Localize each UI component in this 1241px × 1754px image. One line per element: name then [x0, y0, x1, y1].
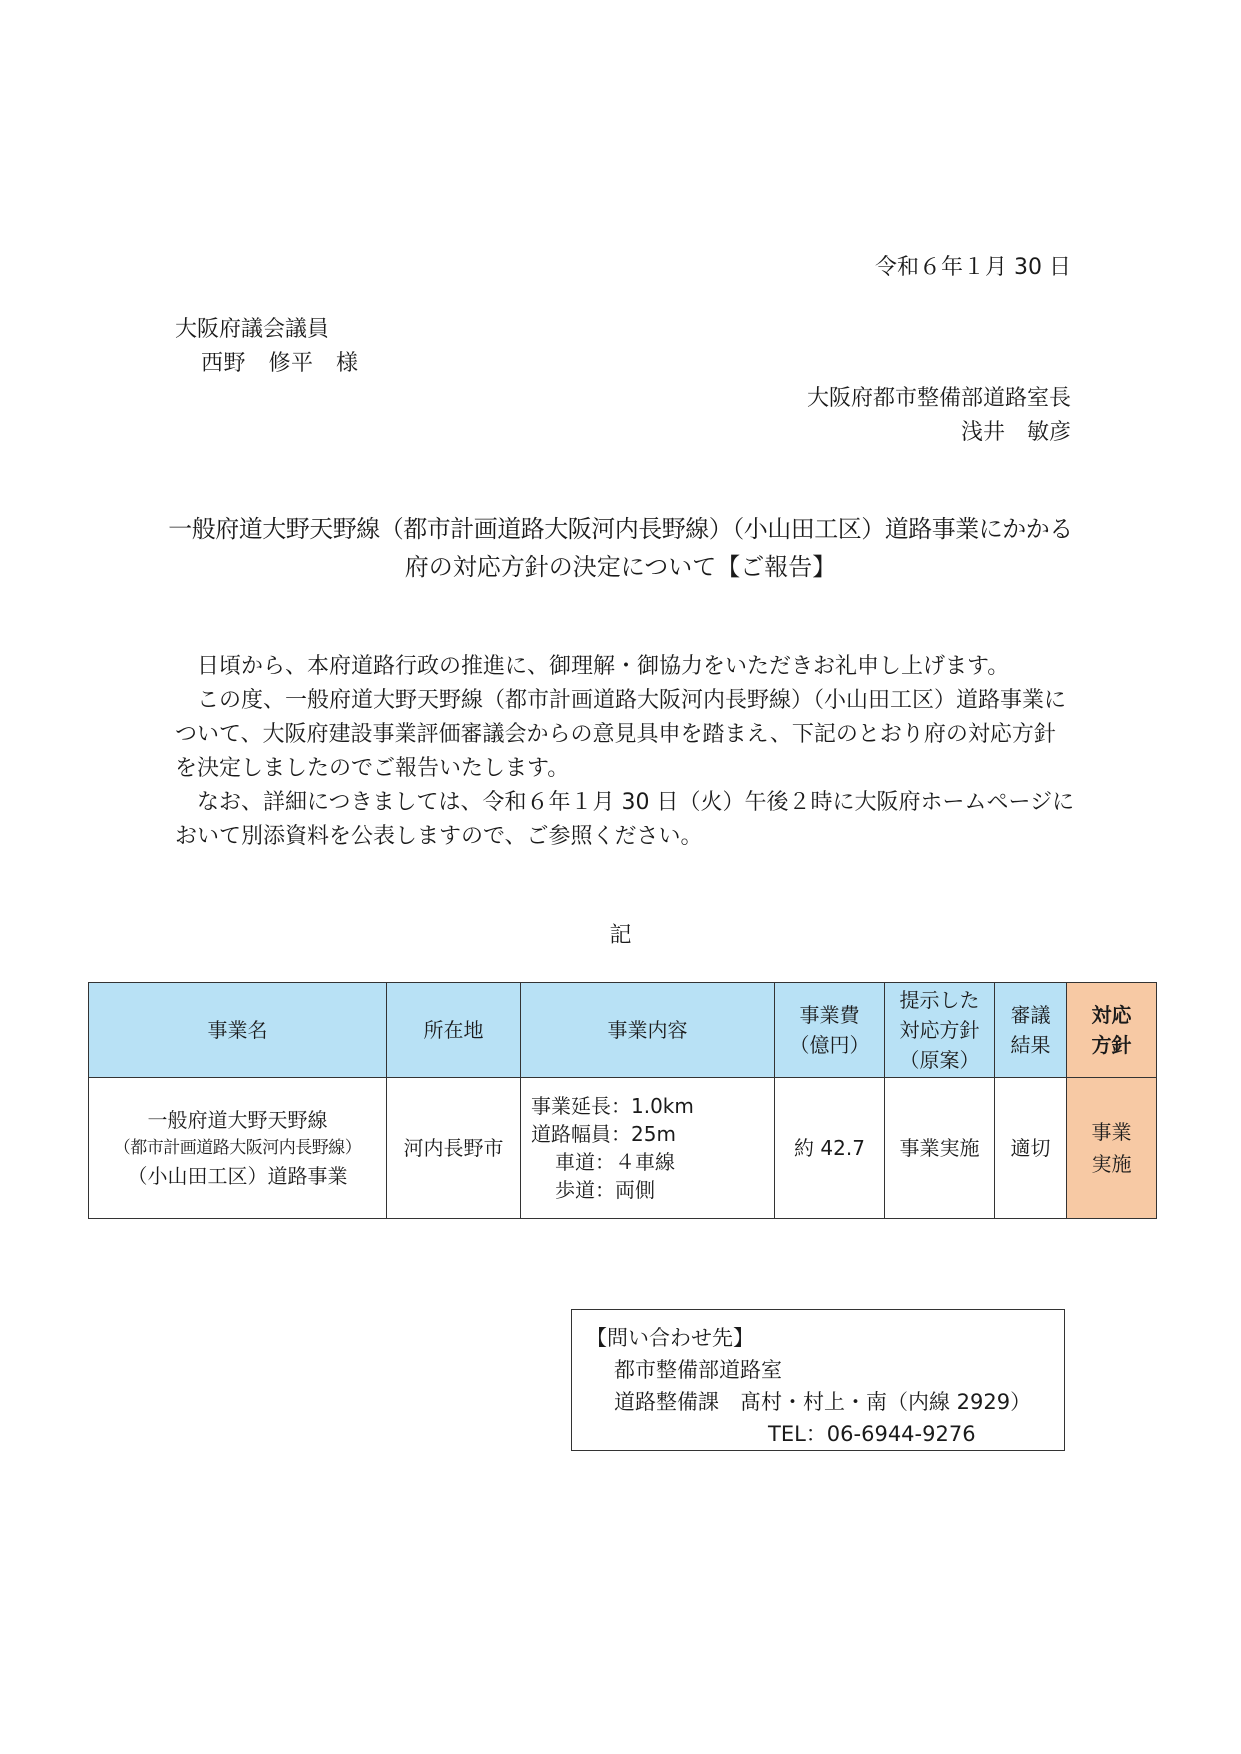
ki-heading: 記: [609, 923, 632, 948]
addressee-org: 大阪府議会議員: [175, 317, 330, 342]
contact-phone: TEL：06-6944-9276: [768, 1422, 976, 1446]
cell-location: 河内長野市: [387, 1078, 521, 1219]
cell-content: 事業延長：1.0km 道路幅員：25m 車道：４車線 歩道：両側: [521, 1078, 775, 1219]
cell-review-result: 適切: [995, 1078, 1067, 1219]
body-paragraph-1: 日頃から、本府道路行政の推進に、御理解・御協力をいただきお礼申し上げます。: [197, 654, 1010, 679]
title-line-2: 府の対応方針の決定について【ご報告】: [404, 553, 837, 581]
header-cost: 事業費 （億円）: [775, 983, 885, 1078]
header-content: 事業内容: [521, 983, 775, 1078]
body-text: [175, 650, 1075, 854]
header-proposed-policy: 提示した 対応方針 （原案）: [885, 983, 995, 1078]
sender-name: 浅井 敏彦: [960, 420, 1071, 445]
header-location: 所在地: [387, 983, 521, 1078]
table-row: [89, 1078, 1157, 1219]
sender-title: 大阪府都市整備部道路室長: [806, 386, 1071, 411]
contact-heading: 【問い合わせ先】: [586, 1326, 754, 1350]
document-title: [0, 510, 1241, 586]
header-response-policy: 対応 方針: [1067, 983, 1157, 1078]
addressee-block: [175, 313, 359, 381]
cell-response-policy: 事業 実施: [1067, 1078, 1157, 1219]
cell-project-name: 一般府道大野天野線 （都市計画道路大阪河内長野線） （小山田工区）道路事業: [89, 1078, 387, 1219]
addressee-name: 西野 修平 様: [201, 351, 359, 376]
project-table: [88, 982, 1157, 1219]
header-project-name: 事業名: [89, 983, 387, 1078]
body-paragraph-3: なお、詳細につきましては、令和６年１月 30 日（火）午後２時に大阪府ホームページにおいて別添資料を公表しますので、ご参照ください。: [175, 790, 1075, 849]
header-review-result: 審議 結果: [995, 983, 1067, 1078]
title-line-1: 一般府道大野天野線（都市計画道路大阪河内長野線）（小山田工区）道路事業にかかる: [168, 515, 1073, 543]
table-header-row: [89, 983, 1157, 1078]
body-paragraph-2: この度、一般府道大野天野線（都市計画道路大阪河内長野線）（小山田工区）道路事業について、大阪府建設事業評価審議会からの意見具申を踏まえ、下記のとおり府の対応方針を決定しましたのでご報告いたします。: [175, 688, 1067, 781]
sender-block: [807, 382, 1071, 450]
cell-proposed-policy: 事業実施: [885, 1078, 995, 1219]
contact-box: [571, 1309, 1065, 1451]
contact-department: 都市整備部道路室: [614, 1358, 782, 1382]
cell-cost: 約 42.7: [775, 1078, 885, 1219]
contact-section: 道路整備課 髙村・村上・南（内線 2929）: [614, 1390, 1032, 1414]
document-date: 令和６年１月 30 日: [875, 255, 1071, 280]
